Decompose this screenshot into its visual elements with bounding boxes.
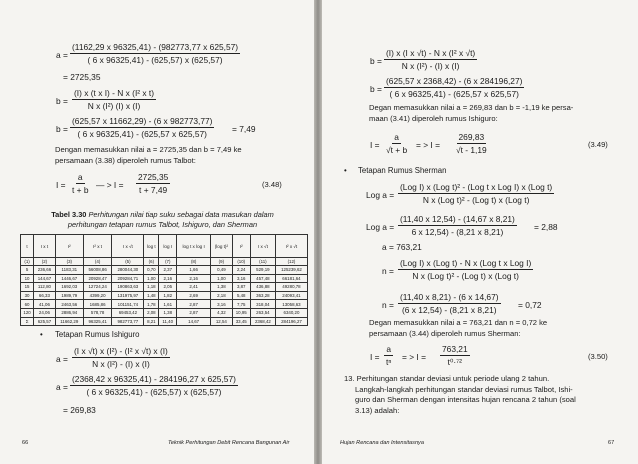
table-cell: 1,48 <box>144 291 159 300</box>
eq-sherman-loga-numerator: (11,40 x 12,54) - (14,67 x 8,21) <box>400 214 515 224</box>
eq-ishiguro-a-general-lhs: a = <box>56 354 68 364</box>
eq-b-talbot-fraction <box>70 116 214 139</box>
table-cell: 1,00 <box>211 274 232 283</box>
table-cell: 190863,63 <box>112 283 144 292</box>
eq-sherman-a-value: a = 763,21 <box>382 242 422 252</box>
table-cell: 120 <box>21 308 34 317</box>
eq-ishiguro-arrow: = > I = <box>416 140 440 150</box>
table-cell: 66181,64 <box>275 274 307 283</box>
table-cell: 1,38 <box>211 283 232 292</box>
right-page <box>322 0 638 464</box>
eq-ishiguro-b-denominator: ( 6 x 96325,41) - (625,57 x 625,57) <box>389 89 519 99</box>
eq-sherman-a: a <box>386 344 392 354</box>
paragraph-sherman-substitution <box>369 318 547 339</box>
eq-sherman-arrow: = > I = <box>402 352 426 362</box>
table-cell: 1446,67 <box>55 274 83 283</box>
table-cell: 2463,56 <box>55 300 83 309</box>
eq-sherman-n-general-lhs: n = <box>382 266 394 276</box>
eq-ishiguro-final-numerator: 269,83 <box>458 132 485 142</box>
heading-tetapan-ishiguro: Tetapan Rumus Ishiguro <box>55 330 140 339</box>
paragraph-line: persamaan (3.44) diperoleh rumus Sherman: <box>369 328 521 338</box>
eq-ishiguro-b-general-lhs: b = <box>370 56 382 66</box>
eq-sherman-loga-denominator: 6 x 12,54) - (8,21 x 8,21) <box>411 227 504 237</box>
table-cell: 1,38 <box>159 308 177 317</box>
eq-sherman-n-denominator: (6 x 12,54) - (8,21 x 8,21) <box>402 305 497 315</box>
eq-talbot-final-fraction <box>136 172 170 195</box>
bullet-dot: • <box>344 166 347 175</box>
table-cell: I² x t <box>83 235 112 258</box>
running-footer-left: Teknik Perhitungan Debit Rencana Bangunan Air <box>168 440 290 446</box>
table-cell: 2,18 <box>211 291 232 300</box>
table-cell: 1,18 <box>144 283 159 292</box>
table-cell: 125239,62 <box>275 266 307 275</box>
table-caption-label: Tabel 3.30 <box>51 210 87 219</box>
table-cell: 2,69 <box>177 291 211 300</box>
eq-ishiguro-a-result: = 269,83 <box>63 405 96 415</box>
data-table-3-30 <box>20 234 308 326</box>
book-gutter <box>314 0 322 464</box>
equation-number-350: (3.50) <box>588 352 608 361</box>
page-number-left: 66 <box>22 440 29 446</box>
table-cell: 15 <box>21 283 34 292</box>
table-cell: I x √t <box>250 235 275 258</box>
table-index-row <box>21 258 308 266</box>
paragraph-line: maan (3.41) diperoleh rumus Ishiguro: <box>369 113 498 123</box>
table-cell: 1,61 <box>159 300 177 309</box>
eq-a-result: = 2725,35 <box>63 72 101 82</box>
eq-ishiguro-a-numerator: (2368,42 x 96325,41) - 284196,27 x 625,57) <box>72 374 236 384</box>
eq-ishiguro-a-general-denominator: N x (I²) - (I) x (I) <box>92 359 150 369</box>
left-page <box>0 0 314 464</box>
table-cell: 30 <box>21 291 34 300</box>
table-cell: 263,54 <box>250 308 275 317</box>
eq-ishiguro-a: a <box>394 132 399 142</box>
eq-talbot-final-denominator: t + 7,49 <box>139 185 168 195</box>
bullet-dot: • <box>40 330 43 339</box>
table-cell: 2,87 <box>177 308 211 317</box>
table-cell: Σ <box>21 317 34 326</box>
table-cell: 2886,94 <box>55 308 83 317</box>
eq-sherman-n-general-numerator: (Log I) x (Log t) - N x (Log t x Log I) <box>400 258 532 268</box>
table-cell: 2,41 <box>177 283 211 292</box>
table-cell: (2) <box>34 258 56 266</box>
equation-number-348: (3.48) <box>262 180 282 189</box>
table-cell: 12,54 <box>211 317 232 326</box>
eq-sherman-t-pow-n: tⁿ <box>386 357 392 367</box>
table-cell: I² x √t <box>275 235 307 258</box>
table-cell: (11) <box>250 258 275 266</box>
table-cell: 49280,78 <box>275 283 307 292</box>
eq-ishiguro-general-fraction <box>384 132 409 155</box>
page-number-right: 67 <box>608 440 615 446</box>
table-cell: 5,48 <box>232 291 250 300</box>
table-row <box>21 266 308 275</box>
table-row <box>21 283 308 292</box>
table-cell: 982773,77 <box>112 317 144 326</box>
eq-ishiguro-b-numerator: (625,57 x 2368,42) - (6 x 284196,27) <box>386 76 523 86</box>
table-cell: 1,78 <box>144 300 159 309</box>
table-cell: I² <box>232 235 250 258</box>
table-cell: 3,16 <box>232 274 250 283</box>
eq-ishiguro-b-lhs: b = <box>370 84 382 94</box>
eq-sherman-final-numerator: 763,21 <box>442 344 468 354</box>
table-cell: 1692,03 <box>55 283 83 292</box>
table-cell: (4) <box>83 258 112 266</box>
table-cell: 236,66 <box>34 266 56 275</box>
table-cell: 101151,74 <box>112 300 144 309</box>
table-cell: 4,32 <box>211 308 232 317</box>
eq-ishiguro-lhs: I = <box>370 140 380 150</box>
table-cell: 0,70 <box>144 266 159 275</box>
eq-sherman-n-general-denominator: N x (Log t)² - (Log t) x (Log t) <box>412 271 519 281</box>
table-cell: (log t)² <box>211 235 232 258</box>
table-cell: log I <box>159 235 177 258</box>
table-cell: I x t <box>34 235 56 258</box>
table-cell: 8,21 <box>144 317 159 326</box>
table-cell: 2,37 <box>159 266 177 275</box>
eq-a-talbot-fraction <box>70 42 240 65</box>
eq-sherman-loga-fraction <box>398 214 517 237</box>
table-cell: 56008,86 <box>83 266 112 275</box>
eq-sherman-final-denominator: t⁰·⁷² <box>447 357 462 367</box>
table-cell: 2,16 <box>177 274 211 283</box>
eq-ishiguro-b-general-numerator: (I) x (I x √t) - N x (I² x √t) <box>386 48 476 58</box>
eq-a-denominator: ( 6 x 96325,41) - (625,57) x (625,57) <box>87 55 223 65</box>
eq-sherman-general-fraction <box>384 344 393 367</box>
paragraph-line: Dengan memasukkan nilai a = 2725,35 dan b = 7,49 ke <box>55 145 242 154</box>
eq-b-talbot-denominator: ( 6 x 96325,41) - (625,57 x 625,57) <box>77 129 207 139</box>
table-cell: 209284,71 <box>112 274 144 283</box>
table-cell: 24093,41 <box>275 291 307 300</box>
table-cell: 1,00 <box>144 274 159 283</box>
list-item-line: Langkah-langkah perhitungan standar deviasi rumus Talbot, Ishi- <box>355 384 573 394</box>
table-cell: 60 <box>21 300 34 309</box>
eq-sherman-final-fraction <box>440 344 470 367</box>
eq-b-general-lhs: b = <box>56 96 68 106</box>
table-cell: 2368,42 <box>250 317 275 326</box>
eq-sherman-loga-general-fraction <box>398 182 554 205</box>
table-row <box>21 291 308 300</box>
table-cell: 69453,42 <box>112 308 144 317</box>
eq-talbot-final-numerator: 2725,35 <box>138 172 169 182</box>
eq-talbot-t-plus-b: t + b <box>72 185 89 195</box>
table-cell: 529,19 <box>250 266 275 275</box>
table-cell: 318,04 <box>250 300 275 309</box>
table-cell: 284196,27 <box>275 317 307 326</box>
paragraph-line: persamaan (3.38) diperoleh rumus Talbot: <box>55 155 196 165</box>
eq-sherman-loga-result: = 2,88 <box>534 222 558 232</box>
table-cell: 5 <box>21 266 34 275</box>
table-cell: 363,28 <box>250 291 275 300</box>
table-cell: 1,82 <box>159 291 177 300</box>
eq-sherman-lhs: I = <box>370 352 380 362</box>
eq-sherman-n-result: = 0,72 <box>518 300 542 310</box>
paragraph-ishiguro-substitution <box>369 103 573 124</box>
eq-b-talbot-lhs: b = <box>56 124 68 134</box>
eq-talbot-lhs: I = <box>56 180 66 190</box>
table-cell: 66,33 <box>34 291 56 300</box>
eq-b-general-fraction <box>72 88 156 111</box>
eq-sherman-n-lhs: n = <box>382 300 394 310</box>
heading-tetapan-sherman: Tetapan Rumus Sherman <box>358 166 447 175</box>
table-cell: (7) <box>159 258 177 266</box>
eq-ishiguro-a-fraction <box>70 374 238 397</box>
eq-a-lhs: a = <box>56 50 68 60</box>
eq-ishiguro-a-general-fraction <box>72 346 170 369</box>
table-cell: 20928,47 <box>83 274 112 283</box>
table-cell: 1989,79 <box>55 291 83 300</box>
table-cell: 144,67 <box>34 274 56 283</box>
table-cell: (3) <box>55 258 83 266</box>
table-cell: 10 <box>21 274 34 283</box>
table-cell: 436,88 <box>250 283 275 292</box>
table-cell: (10) <box>232 258 250 266</box>
table-caption <box>20 210 305 230</box>
table-cell: t <box>21 235 34 258</box>
table-cell: 1,66 <box>177 266 211 275</box>
table-cell: 4399,20 <box>83 291 112 300</box>
table-cell: 457,48 <box>250 274 275 283</box>
table-cell: 2,08 <box>144 308 159 317</box>
table-cell: 0,49 <box>211 266 232 275</box>
table-cell: I² <box>55 235 83 258</box>
table-cell: 12724,24 <box>83 283 112 292</box>
table-row <box>21 274 308 283</box>
table-cell: 131975,97 <box>112 291 144 300</box>
table-cell: 7,75 <box>232 300 250 309</box>
table-cell: 2,05 <box>159 283 177 292</box>
eq-talbot-arrow: — > I = <box>96 180 124 190</box>
eq-ishiguro-a-denominator: ( 6 x 96325,41) - (625,57) x (625,57) <box>86 387 222 397</box>
table-caption-text: Perhitungan nilai tiap suku sebagai data masukan dalam <box>86 210 274 219</box>
list-item-13 <box>344 374 576 416</box>
table-cell: 2,16 <box>159 274 177 283</box>
table-cell: 1183,31 <box>55 266 83 275</box>
paragraph-talbot-substitution <box>55 145 242 166</box>
list-item-line: 3.13) adalah: <box>355 405 400 415</box>
table-cell: 24,06 <box>34 308 56 317</box>
eq-ishiguro-b-general-denominator: N x (I²) - (I) x (I) <box>401 61 460 71</box>
table-cell: 11,40 <box>159 317 177 326</box>
eq-ishiguro-final-fraction <box>454 132 489 155</box>
eq-ishiguro-b-general-fraction <box>384 48 477 71</box>
table-cell: 112,80 <box>34 283 56 292</box>
table-cell: 96325,41 <box>83 317 112 326</box>
table-row <box>21 317 308 326</box>
table-cell: 3,87 <box>232 283 250 292</box>
table-cell: (6) <box>144 258 159 266</box>
table-cell: 280044,30 <box>112 266 144 275</box>
table-cell: (9) <box>211 258 232 266</box>
table-cell: log t <box>144 235 159 258</box>
paragraph-line: Degan memasukkan nilai a = 269,83 dan b = -1,19 ke persa- <box>369 103 574 112</box>
eq-sherman-loga-general-denominator: N x (Log t)² - (Log t) x (Log t) <box>422 195 530 205</box>
table-cell: 14,67 <box>177 317 211 326</box>
eq-sherman-n-fraction <box>398 292 501 315</box>
running-footer-right: Hujan Rencana dan Intensitasnya <box>340 440 424 446</box>
table-row <box>21 300 308 309</box>
table-cell: 1685,86 <box>83 300 112 309</box>
eq-sherman-loga-general-lhs: Log a = <box>366 190 395 200</box>
table-cell: (5) <box>112 258 144 266</box>
table-cell: (1) <box>21 258 34 266</box>
eq-b-talbot-numerator: (625,57 x 11662,29) - (6 x 982773,77) <box>72 116 213 126</box>
table-cell: 625,57 <box>34 317 56 326</box>
table-cell: 3,16 <box>211 300 232 309</box>
table-header-row <box>21 235 308 258</box>
table-cell: 10,95 <box>232 308 250 317</box>
eq-a-numerator: (1162,29 x 96325,41) - (982773,77 x 625,57) <box>72 42 239 52</box>
eq-sherman-n-general-fraction <box>398 258 533 281</box>
table-cell: 578,78 <box>83 308 112 317</box>
eq-b-general-numerator: (I) x (t x I) - N x (I² x t) <box>74 88 155 98</box>
table-cell: log t x log I <box>177 235 211 258</box>
eq-sherman-loga-general-numerator: (Log I) x (Log t)² - (Log t x Log I) x (Log t) <box>400 182 553 192</box>
table-caption-text: perhitungan tetapan rumus Talbot, Ishiguro, dan Sherman <box>67 220 258 229</box>
eq-sherman-loga-lhs: Log a = <box>366 222 395 232</box>
list-item-line: guro dan Sherman dengan intensitas hujan rencana 2 tahun (soal <box>355 395 576 405</box>
table-cell: I x √t <box>112 235 144 258</box>
table-cell: 11662,29 <box>55 317 83 326</box>
table-cell: 33,45 <box>232 317 250 326</box>
eq-ishiguro-final-denominator: √t - 1,19 <box>456 145 487 155</box>
eq-ishiguro-sqrt-t-plus-b: √t + b <box>386 145 408 155</box>
eq-ishiguro-a-general-numerator: (I x √t) x (I²) - (I² x √t) x (I) <box>74 346 168 356</box>
table-row <box>21 308 308 317</box>
list-item-line: 13. Perhitungan standar deviasi untuk periode ulang 2 tahun. <box>344 374 550 383</box>
table-cell: (8) <box>177 258 211 266</box>
table-cell: 2,24 <box>232 266 250 275</box>
eq-sherman-n-numerator: (11,40 x 8,21) - (6 x 14,67) <box>400 292 499 302</box>
eq-b-general-denominator: N x (I²) (I) x (I) <box>87 101 141 111</box>
paragraph-line: Degan memasukkan nilai a = 763,21 dan n = 0,72 ke <box>369 318 548 327</box>
table-cell: 2,87 <box>177 300 211 309</box>
table-cell: 13058,63 <box>275 300 307 309</box>
equation-number-349: (3.49) <box>588 140 608 149</box>
table-cell: 6340,20 <box>275 308 307 317</box>
eq-talbot-a: a <box>77 172 83 182</box>
table-cell: 41,06 <box>34 300 56 309</box>
eq-b-talbot-result: = 7,49 <box>232 124 256 134</box>
eq-talbot-general-fraction <box>70 172 91 195</box>
eq-ishiguro-a-lhs: a = <box>56 382 68 392</box>
eq-ishiguro-b-fraction <box>384 76 524 99</box>
table-cell: (12) <box>275 258 307 266</box>
